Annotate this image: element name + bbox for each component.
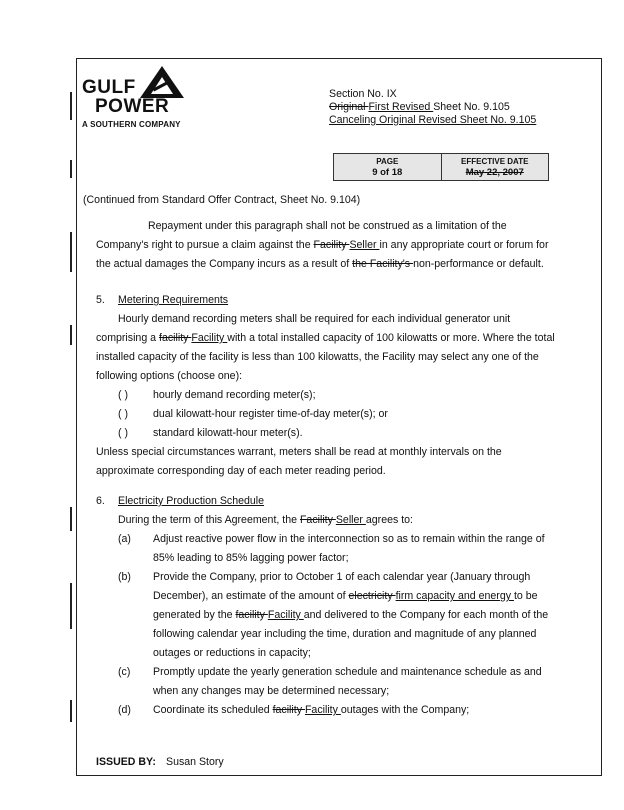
page-cell: PAGE 9 of 18 (334, 154, 442, 180)
option-checkbox[interactable]: ( ) (118, 408, 128, 420)
option-checkbox[interactable]: ( ) (118, 427, 128, 439)
option-label: standard kilowatt-hour meter(s). (153, 427, 303, 439)
item-b-line: following calendar year including the time, duration and magnitude of any planned (153, 628, 537, 640)
section5-title: Metering Requirements (118, 294, 229, 306)
logo-triangle-icon (138, 64, 186, 100)
item-c-line: Promptly update the yearly generation schedule and maintenance schedule as and (153, 666, 542, 678)
page-effective-box (333, 153, 549, 181)
continued-note: (Continued from Standard Offer Contract, Sheet No. 9.104) (83, 194, 361, 206)
logo-line2: POWER (95, 96, 170, 117)
item-b-line: outages or reductions in capacity; (153, 647, 311, 659)
s6-intro: During the term of this Agreement, the Facility Seller agrees to: (118, 514, 414, 526)
s5-line: Unless special circumstances warrant, meters shall be read at monthly intervals on the (96, 446, 502, 458)
item-c-line: when any changes may be determined necessary; (153, 685, 390, 697)
section5-number: 5. (96, 294, 105, 306)
option-label: dual kilowatt-hour register time-of-day meter(s); or (153, 408, 388, 420)
s5-line: approximate corresponding day of each meter reading period. (96, 465, 386, 477)
issued-by-label: ISSUED BY: (96, 756, 156, 768)
repay-line: the actual damages the Company incurs as a result of the Facility's non-performance or default. (96, 258, 544, 270)
sheet-number: Original First Revised Sheet No. 9.105 (329, 101, 510, 113)
revision-bar (70, 700, 72, 722)
item-b-line: generated by the facility Facility and delivered to the Company for each month of the (153, 609, 549, 621)
item-a-line: Adjust reactive power flow in the interconnection so as to remain within the range of (153, 533, 545, 545)
s5-line: comprising a facility Facility with a total installed capacity of 100 kilowatts or more. Where the total (96, 332, 555, 344)
item-d-line: Coordinate its scheduled facility Facility outages with the Company; (153, 704, 470, 716)
option-checkbox[interactable]: ( ) (118, 389, 128, 401)
revision-bar (70, 232, 72, 272)
s5-line: following options (choose one): (96, 370, 243, 382)
revision-bar (70, 92, 72, 120)
section-number: Section No. IX (329, 88, 397, 100)
inserted-text: First Revised (368, 101, 434, 113)
deleted-text: Original (329, 101, 369, 113)
repay-line: Repayment under this paragraph shall not be construed as a limitation of the (148, 220, 507, 232)
section6-title: Electricity Production Schedule (118, 495, 265, 507)
item-marker: (b) (118, 571, 131, 583)
s5-line: Hourly demand recording meters shall be required for each individual generator unit (118, 313, 511, 325)
revision-bar (70, 583, 72, 629)
logo-subtitle: A SOUTHERN COMPANY (82, 120, 181, 129)
item-b-line: Provide the Company, prior to October 1 of each calendar year (January through (153, 571, 531, 583)
section6-number: 6. (96, 495, 105, 507)
item-marker: (a) (118, 533, 131, 545)
item-marker: (d) (118, 704, 131, 716)
effective-date-cell: EFFECTIVE DATE May 22, 2007 (461, 157, 529, 178)
revision-bar (70, 160, 72, 178)
option-label: hourly demand recording meter(s); (153, 389, 316, 401)
s5-line: installed capacity of the facility is less than 100 kilowatts, the Facility may select any one of the (96, 351, 539, 363)
item-a-line: 85% leading to 85% lagging power factor; (153, 552, 349, 564)
logo-line1: GULF (82, 77, 136, 98)
item-marker: (c) (118, 666, 131, 678)
revision-bar (70, 507, 72, 531)
revision-bar (70, 325, 72, 345)
item-b-line: December), an estimate of the amount of electricity firm capacity and energy to be (153, 590, 538, 602)
issued-by-name: Susan Story (166, 756, 224, 768)
repay-line: Company's right to pursue a claim against the Facility Seller in any appropriate court or forum for (96, 239, 549, 251)
canceling-sheet: Canceling Original Revised Sheet No. 9.105 (329, 114, 537, 126)
